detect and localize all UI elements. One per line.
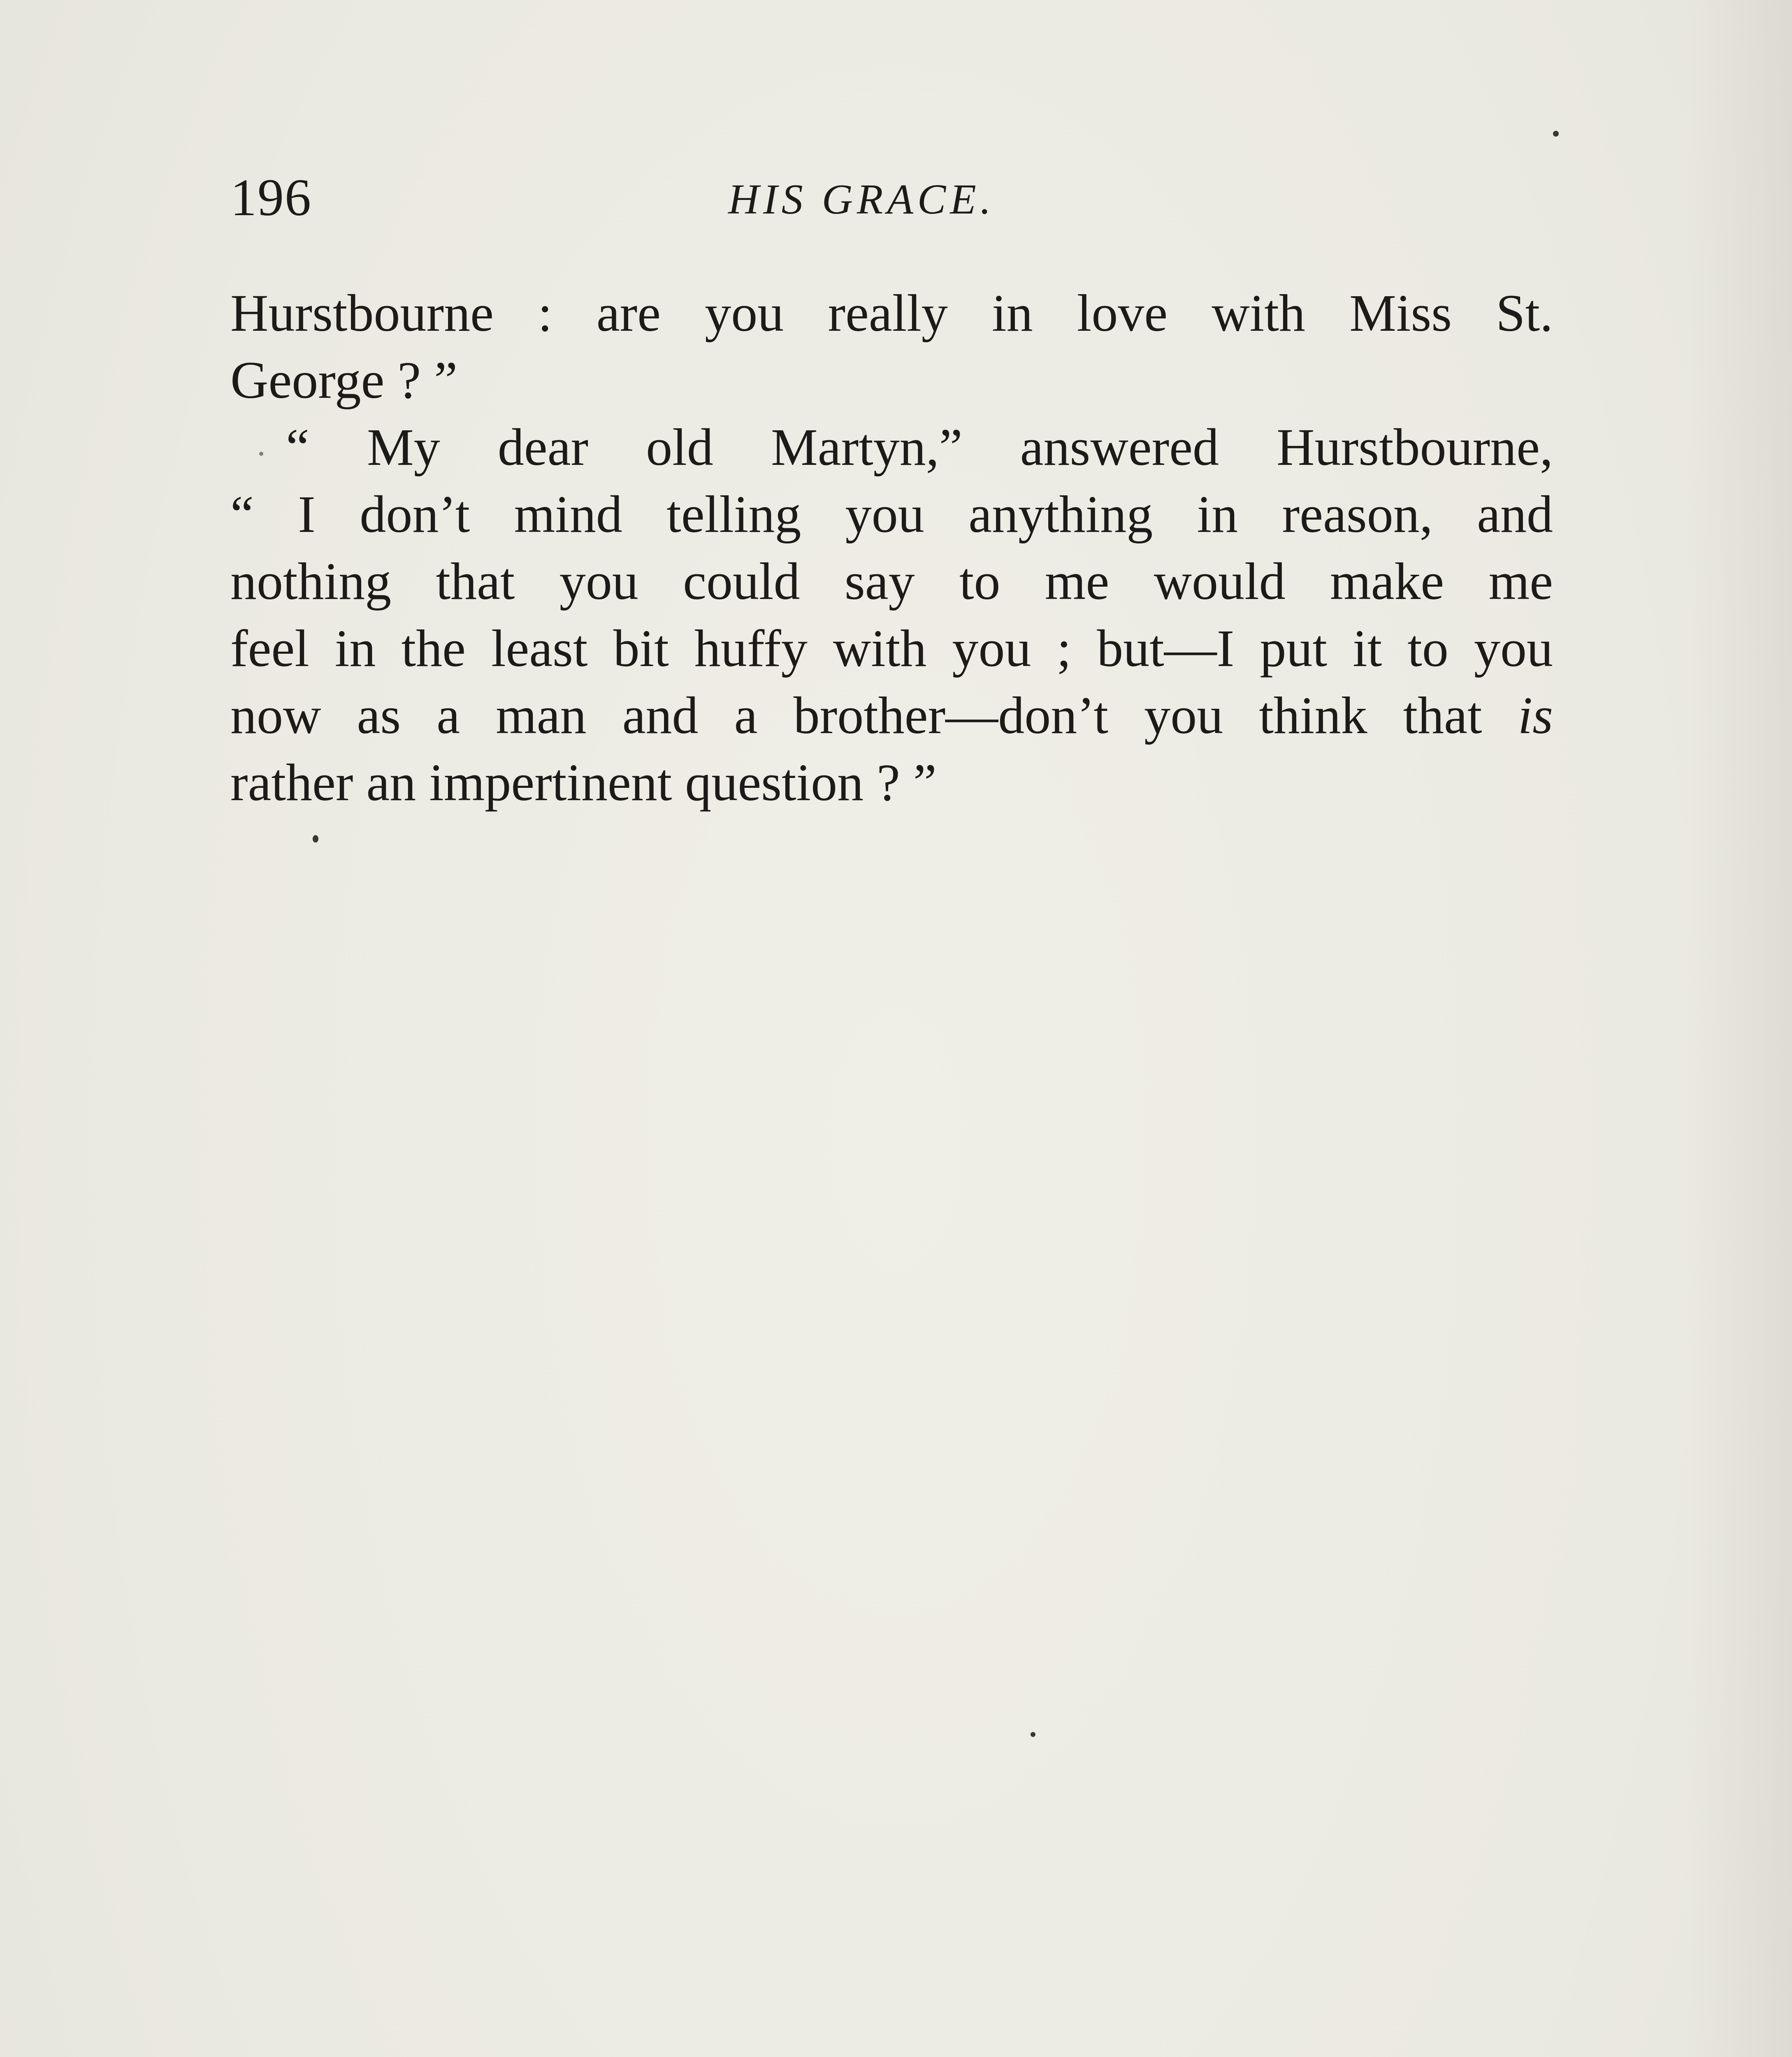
paper-speck [1031,1732,1035,1737]
page-header [230,160,1547,243]
text-line-8: rather an impertinent question ? ” [230,753,937,812]
paper-speck [1553,131,1559,137]
paper-speck [313,835,318,843]
text-line-2: George ? ” [230,351,457,409]
page-number: 196 [230,168,312,227]
page-edge-shadow [1685,0,1792,2057]
text-line-7 [230,682,1553,749]
text-line-4: “ I don’t mind telling you anything in reason, and [230,485,1553,543]
text-line-1: Hurstbourne : are you really in love with Miss St. [230,284,1553,342]
paper-speck [259,452,263,456]
text-line-5: nothing that you could say to me would make me [230,552,1553,611]
body-text [230,280,1553,816]
emphasis-word: is [1518,686,1553,745]
text-line-3: “ My dear old Martyn,” answered Hurstbourne, [286,418,1553,476]
running-head: HIS GRACE. [728,176,995,223]
text-line-7-main: now as a man and a brother—don’t you think that [230,686,1482,745]
text-line-6: feel in the least bit huffy with you ; but—I put it to you [230,619,1553,678]
